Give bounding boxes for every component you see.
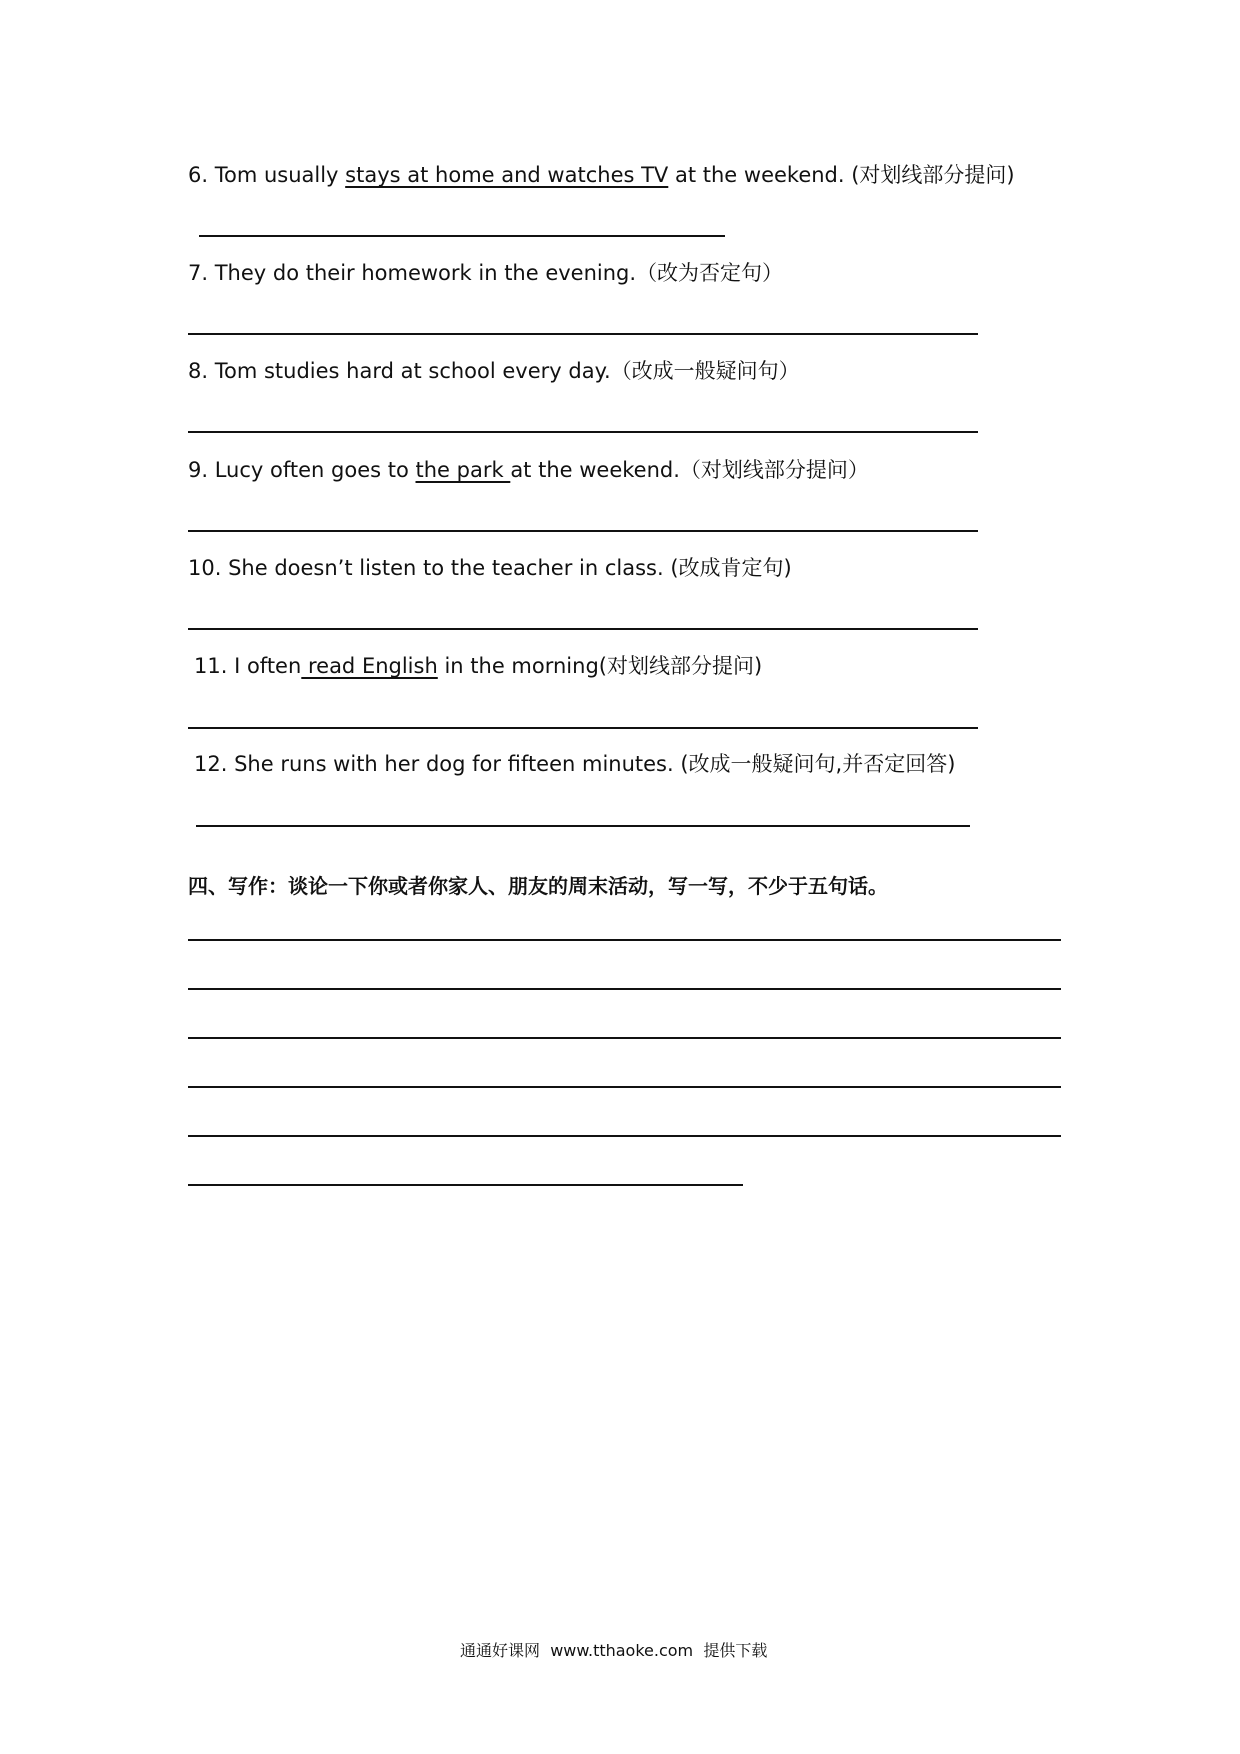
question-number: 11. bbox=[194, 654, 228, 678]
question-text: They do their homework in the evening. bbox=[208, 261, 637, 285]
answer-line-11[interactable] bbox=[188, 727, 978, 729]
question-text: She runs with her dog for fifteen minutes. bbox=[227, 752, 681, 776]
question-text: in the morning bbox=[437, 654, 599, 678]
question-text: Tom studies hard at school every day. bbox=[208, 359, 611, 383]
footer-url[interactable]: www.tthaoke.com bbox=[550, 1641, 694, 1660]
question-6 bbox=[188, 161, 1015, 189]
question-number: 8. bbox=[188, 359, 209, 383]
question-text: I often bbox=[227, 654, 302, 678]
footer-site-name: 通通好课网 bbox=[460, 1641, 541, 1660]
question-instruction: （改为否定句） bbox=[636, 261, 784, 285]
answer-line-9[interactable] bbox=[188, 530, 978, 532]
underlined-phrase: the park bbox=[415, 458, 511, 482]
writing-line-1[interactable] bbox=[188, 939, 1061, 941]
question-text: Tom usually bbox=[208, 163, 346, 187]
answer-line-12[interactable] bbox=[196, 825, 970, 827]
question-instruction: （对划线部分提问） bbox=[679, 458, 869, 482]
question-7 bbox=[188, 259, 783, 287]
footer-note: 提供下载 bbox=[703, 1641, 768, 1660]
underlined-phrase: read English bbox=[301, 654, 438, 678]
question-instruction: (对划线部分提问) bbox=[851, 163, 1015, 187]
writing-line-6[interactable] bbox=[188, 1184, 743, 1186]
question-10 bbox=[188, 554, 792, 582]
question-number: 6. bbox=[188, 163, 209, 187]
question-instruction: （改成一般疑问句） bbox=[610, 359, 800, 383]
question-number: 7. bbox=[188, 261, 209, 285]
writing-line-5[interactable] bbox=[188, 1135, 1061, 1137]
question-instruction: (对划线部分提问) bbox=[598, 654, 763, 678]
question-instruction: (改成肯定句) bbox=[670, 556, 792, 580]
underlined-phrase: stays at home and watches TV bbox=[345, 163, 669, 187]
page-footer bbox=[460, 1640, 767, 1662]
writing-section-heading: 四、写作：谈论一下你或者你家人、朋友的周末活动，写一写，不少于五句话。 bbox=[188, 874, 888, 898]
answer-line-10[interactable] bbox=[188, 628, 978, 630]
writing-line-2[interactable] bbox=[188, 988, 1061, 990]
question-11 bbox=[194, 652, 762, 680]
question-number: 9. bbox=[188, 458, 209, 482]
question-text: at the weekend. bbox=[510, 458, 680, 482]
answer-line-8[interactable] bbox=[188, 431, 978, 433]
question-12 bbox=[194, 750, 955, 778]
question-8 bbox=[188, 357, 800, 385]
answer-line-6[interactable] bbox=[199, 235, 725, 237]
question-number: 12. bbox=[194, 752, 228, 776]
question-instruction: (改成一般疑问句,并否定回答) bbox=[680, 752, 956, 776]
answer-line-7[interactable] bbox=[188, 333, 978, 335]
question-text: at the weekend. bbox=[668, 163, 852, 187]
question-number: 10. bbox=[188, 556, 222, 580]
question-text: Lucy often goes to bbox=[208, 458, 416, 482]
question-text: She doesn’t listen to the teacher in class. bbox=[221, 556, 671, 580]
writing-line-3[interactable] bbox=[188, 1037, 1061, 1039]
writing-line-4[interactable] bbox=[188, 1086, 1061, 1088]
question-9 bbox=[188, 456, 869, 484]
